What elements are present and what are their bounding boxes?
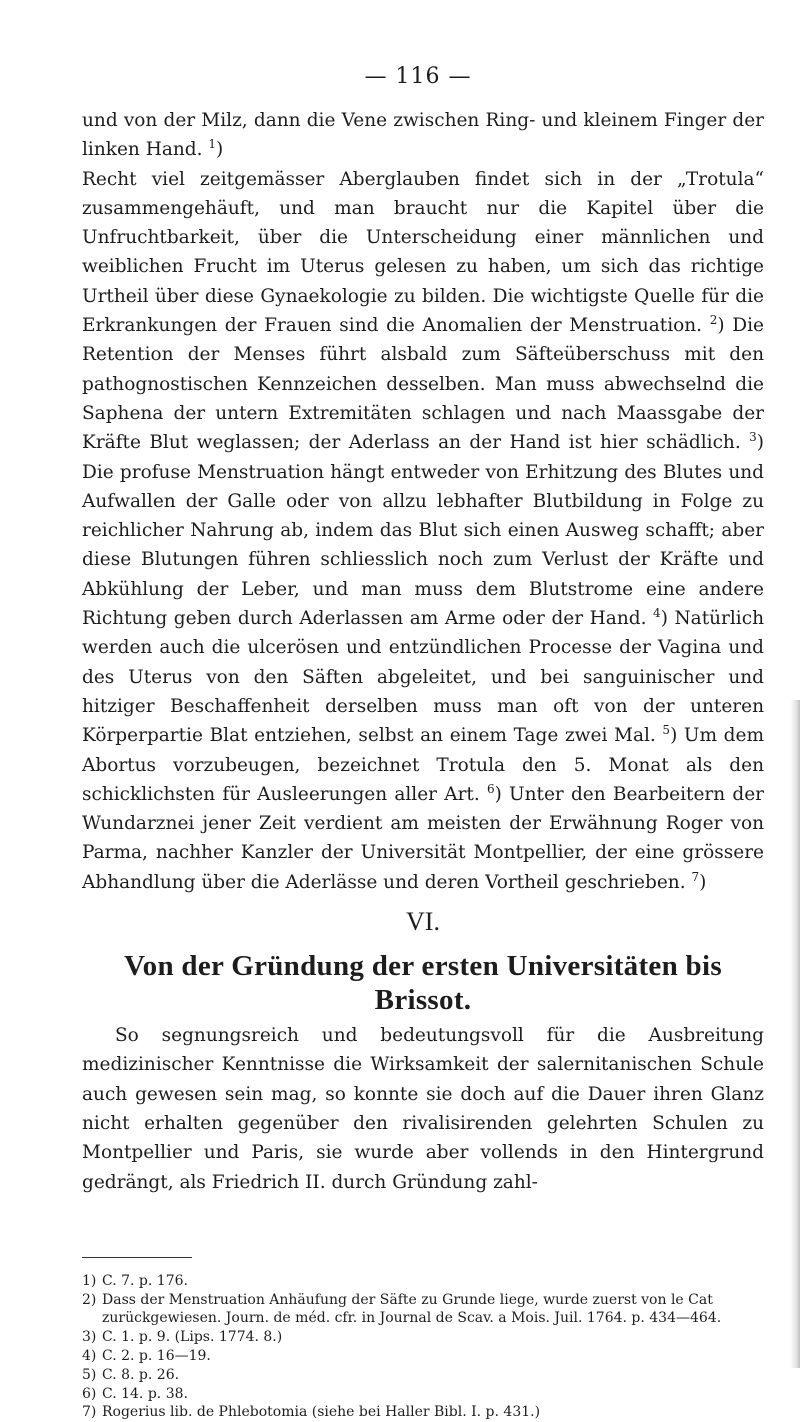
footnotes: [82, 1272, 764, 1422]
paragraph-universities: So segnungsreich und bedeutungsvoll für die Ausbreitung medizinischer Kenntnisse die Wirksamkeit der salernitanischen Schule auch gewesen sein mag, so konnte sie doch auf die Dauer ihren Glanz nicht erhalten gegenüber den rivalisirenden gelehrten Schulen zu Montpellier und Paris, sie wurde aber vollends in den Hintergrund gedrängt, als Friedrich II. durch Gründung zahl-: [82, 1025, 764, 1193]
footnote-text: C. 8. p. 26.: [102, 1366, 180, 1383]
footnote: [82, 1385, 764, 1404]
footnote-mark: 3): [82, 1329, 97, 1346]
footnote-text: C. 7. p. 176.: [102, 1272, 188, 1289]
footnote-ref[interactable]: 3: [749, 430, 757, 445]
paragraph-text: ) Die Retention der Menses führt alsbald zum Säfteüberschuss mit den pathognostischen Kennzeichen desselben. Man muss abwechselnd die Saphena der untern Extremitäten schlagen und nach Maassgabe der Kräfte Blut weglassen; der Aderlass an der Hand ist hier schädlich.: [82, 315, 764, 454]
footnote-mark: 7): [82, 1404, 97, 1421]
footnote-ref[interactable]: 4: [653, 605, 661, 620]
footnote-ref[interactable]: 7: [691, 869, 700, 884]
page-edge-shadow: [790, 700, 800, 1368]
paragraph-text: ) Um dem Abortus vorzubeugen, bezeichnet Trotula den 5. Monat als den schicklichsten für Ausleerungen aller Art.: [82, 725, 764, 805]
paragraph-text: Recht viel zeitgemässer Aberglauben findet sich in der „Trotula“ zusammengehäuft, und man braucht nur die Kapitel über die Unfruchtbarkeit, über die Unterscheidung einer männlichen und weiblichen Frucht im Uterus gelesen zu haben, um sich das richtige Urtheil über diese Gynaekologie zu bilden. Die wichtigste Quelle für die Erkrankungen der Frauen sind die Anomalien der Menstruation.: [82, 168, 764, 337]
footnote-text: C. 2. p. 16—19.: [102, 1347, 211, 1364]
footnote-text: C. 14. p. 38.: [102, 1385, 188, 1402]
footnote: [82, 1366, 764, 1385]
footnote-text: Rogerius lib. de Phlebotomia (siehe bei Haller Bibl. I. p. 431.): [102, 1404, 541, 1421]
footnote-text: Dass der Menstruation Anhäufung der Säfte zu Grunde liege, wurde zuerst von le Cat zurückgewiesen. Journ. de méd. cfr. in Journal de Scav. a Mois. Juil. 1764. p. 434—464.: [102, 1291, 722, 1327]
footnote: [82, 1403, 764, 1422]
footnote-mark: 2): [82, 1291, 97, 1308]
footnote-text: C. 1. p. 9. (Lips. 1774. 8.): [102, 1329, 283, 1346]
chapter-title: Von der Gründung der ersten Universitäten bis Brissot.: [124, 950, 722, 1017]
footnote-mark: 6): [82, 1385, 97, 1402]
footnote-ref[interactable]: 2: [709, 312, 718, 327]
footnote-ref[interactable]: 5: [662, 723, 671, 738]
page-number: — 116 —: [364, 64, 472, 89]
paragraph-text: ): [699, 871, 707, 893]
paragraph-trotula: [82, 165, 764, 897]
paragraph-text: ): [216, 139, 224, 161]
footnote-ref[interactable]: 6: [486, 781, 495, 796]
paragraph-text: ) Natürlich werden auch die ulcerösen und entzündlichen Processe der Vagina und des Uterus von den Säften abgeleitet, und bei sanguinischer und hitziger Beschaffenheit derselben muss man oft von der unteren Körperpartie Blat entziehen, selbst an einem Tage zwei Mal.: [82, 608, 764, 747]
footnote-divider: [82, 1257, 192, 1258]
footnote-mark: 5): [82, 1366, 97, 1383]
paragraph-text: und von der Milz, dann die Vene zwischen Ring- und kleinem Finger der linken Hand.: [82, 110, 764, 161]
paragraph-text: ) Die profuse Menstruation hängt entweder von Erhitzung des Blutes und Aufwallen der Galle oder von allzu lebhafter Blutbildung in Folge zu reichlicher Nahrung ab, indem das Blut sich einen Ausweg schafft; aber diese Blutungen führen schliesslich noch zum Verlust der Kräfte und Abkühlung der Leber, und man muss dem Blutstrome eine andere Richtung geben durch Aderlassen am Arme oder der Hand.: [82, 432, 764, 630]
footnote: [82, 1291, 764, 1329]
paragraph-text: ) Unter den Bearbeitern der Wundarznei jener Zeit verdient am meisten der Erwähnung Roger von Parma, nachher Kanzler der Universität Montpellier, der eine grössere Abhandlung über die Aderlässe und deren Vortheil geschrieben.: [82, 783, 764, 893]
chapter-number: VI.: [406, 907, 440, 937]
footnote: [82, 1328, 764, 1347]
paragraph-continuation: [82, 106, 764, 165]
footnote: [82, 1347, 764, 1366]
footnote: [82, 1272, 764, 1291]
footnote-mark: 4): [82, 1347, 97, 1364]
footnote-ref[interactable]: 1: [208, 137, 217, 152]
footnote-mark: 1): [82, 1272, 97, 1289]
